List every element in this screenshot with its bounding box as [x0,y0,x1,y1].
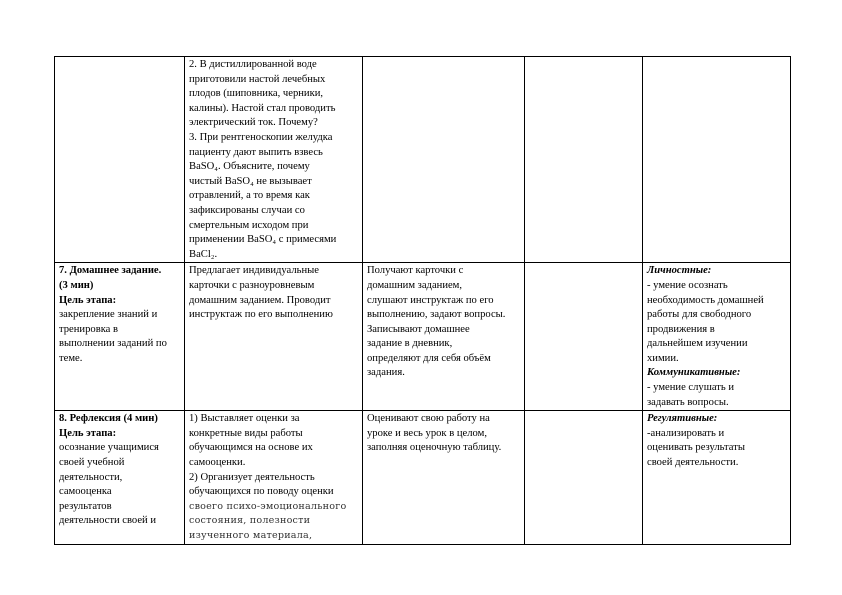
students-activity-cell [363,411,525,544]
text-line: задавать вопросы. [647,396,729,408]
students-activity-cell [363,57,525,263]
teacher-activity-cell [185,411,363,544]
text-line: уроке и весь урок в целом, [367,427,487,439]
text-line: 1) Выставляет оценки за [189,413,300,425]
forms-cell [525,263,643,411]
text-line: оценивать результаты [647,442,745,454]
uud-cell [643,57,791,263]
stage-time: (3 мин) [59,279,94,291]
text-line: самооценки. [189,457,246,469]
text-line: выполнению, задают вопросы. [367,309,506,321]
text-line: BaCl₂. [189,248,218,260]
goal-label: Цель этапа: [59,427,117,439]
text-line: 3. При рентгеноскопии желудка [189,131,333,143]
text-line: осознание учащимися [59,442,159,454]
text-line: домашним заданием. Проводит [189,294,331,306]
text-line: выполнении заданий по [59,338,167,350]
forms-cell [525,57,643,263]
text-line: обучающимся на основе их [189,442,313,454]
uud-personal-label: Личностные: [647,265,712,277]
text-line: своего психо-эмоционального [189,500,347,512]
text-line: приготовили настой лечебных [189,73,326,85]
text-line: своей деятельности. [647,457,739,469]
text-line: Предлагает индивидуальные [189,265,319,277]
uud-regulative-label: Регулятивные: [647,413,718,425]
uud-cell [643,263,791,411]
forms-cell [525,411,643,544]
text-line: заполняя оценочную таблицу. [367,442,502,454]
text-line: работы для свободного [647,309,752,321]
text-line: инструктаж по его выполнению [189,309,333,321]
text-line: задание в дневник, [367,338,453,350]
text-line: калины). Настой стал проводить [189,102,336,114]
uud-communicative-label: Коммуникативные: [647,367,741,379]
text-line: плодов (шиповника, черники, [189,88,324,100]
text-line: необходимость домашней [647,294,764,306]
text-line: слушают инструктаж по его [367,294,494,306]
text-line: - умение слушать и [647,382,735,394]
text-line: смертельным исходом при [189,219,309,231]
table-row [55,57,791,263]
text-line: Оценивают свою работу на [367,413,490,425]
text-line: результатов [59,500,112,512]
table-row [55,411,791,544]
lesson-table [54,56,791,545]
text-line: зафиксированы случаи со [189,204,305,216]
text-line: самооценка [59,486,112,498]
stage-title: 8. Рефлексия (4 мин) [59,413,158,425]
text-line: 2) Организует деятельность [189,471,315,483]
text-line: химии. [647,352,679,364]
text-line: конкретные виды работы [189,427,303,439]
stage-cell [55,57,185,263]
stage-cell [55,411,185,544]
text-line: применении BaSO₄ с примесями [189,234,337,246]
text-line: дальнейшем изучении [647,338,748,350]
text-line: электрический ток. Почему? [189,117,318,129]
teacher-activity-cell [185,263,363,411]
text-line: своей учебной [59,457,125,469]
text-line: 2. В дистиллированной воде [189,59,317,70]
text-line: тренировка в [59,323,119,335]
text-line: чистый BaSO₄ не вызывает [189,175,312,187]
text-line: отравлений, а то время как [189,190,310,202]
text-line: Записывают домашнее [367,323,470,335]
text-line: -анализировать и [647,427,725,439]
stage-cell [55,263,185,411]
text-line: изученного материала, [189,530,313,541]
text-line: деятельности своей и [59,515,157,527]
text-line: пациенту дают выпить взвесь [189,146,323,158]
uud-cell [643,411,791,544]
text-line: продвижения в [647,323,715,335]
text-line: определяют для себя объём [367,352,491,364]
text-line: состояния, полезности [189,515,311,527]
goal-label: Цель этапа: [59,294,117,306]
text-line: - умение осознать [647,279,728,291]
text-line: домашним заданием, [367,279,463,291]
text-line: карточки с разноуровневым [189,279,315,291]
text-line: задания. [367,367,405,379]
text-line: деятельности, [59,471,123,483]
stage-title: 7. Домашнее задание. [59,265,162,277]
students-activity-cell [363,263,525,411]
text-line: закрепление знаний и [59,309,158,321]
text-line: обучающихся по поводу оценки [189,486,334,498]
text-line: BaSO₄. Объясните, почему [189,161,310,173]
table-row [55,263,791,411]
text-line: Получают карточки с [367,265,464,277]
teacher-activity-cell [185,57,363,263]
text-line: теме. [59,352,83,364]
